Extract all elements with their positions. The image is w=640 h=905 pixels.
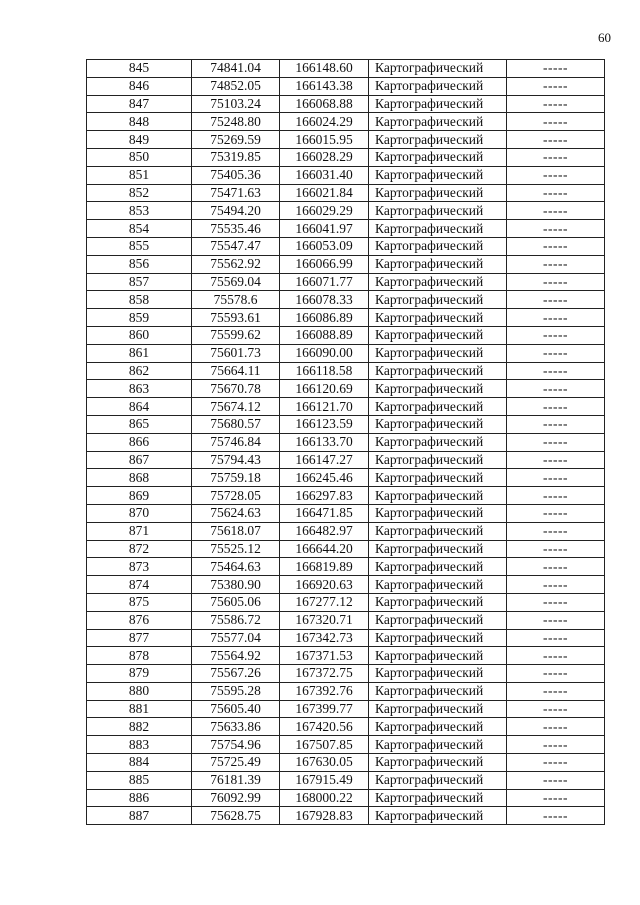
accuracy-cell: ----- (507, 273, 605, 291)
y-coordinate-cell: 167392.76 (280, 682, 369, 700)
y-coordinate-cell: 168000.22 (280, 789, 369, 807)
point-number-cell: 866 (87, 433, 192, 451)
y-coordinate-cell: 166028.29 (280, 148, 369, 166)
point-number-cell: 861 (87, 344, 192, 362)
point-number-cell: 873 (87, 558, 192, 576)
table-row (87, 255, 605, 273)
point-number-cell: 850 (87, 148, 192, 166)
x-coordinate-cell: 75380.90 (192, 576, 280, 594)
accuracy-cell: ----- (507, 593, 605, 611)
table-row (87, 60, 605, 78)
method-cell: Картографический (369, 736, 507, 754)
x-coordinate-cell: 75569.04 (192, 273, 280, 291)
y-coordinate-cell: 166021.84 (280, 184, 369, 202)
y-coordinate-cell: 166245.46 (280, 469, 369, 487)
table-row (87, 184, 605, 202)
page-number: 60 (598, 30, 611, 45)
accuracy-cell: ----- (507, 166, 605, 184)
table-row (87, 202, 605, 220)
y-coordinate-cell: 166297.83 (280, 487, 369, 505)
table-row (87, 558, 605, 576)
table-row (87, 131, 605, 149)
accuracy-cell: ----- (507, 433, 605, 451)
method-cell: Картографический (369, 718, 507, 736)
x-coordinate-cell: 74841.04 (192, 60, 280, 78)
accuracy-cell: ----- (507, 344, 605, 362)
accuracy-cell: ----- (507, 736, 605, 754)
accuracy-cell: ----- (507, 451, 605, 469)
x-coordinate-cell: 75605.40 (192, 700, 280, 718)
point-number-cell: 886 (87, 789, 192, 807)
table-row (87, 771, 605, 789)
table-row (87, 113, 605, 131)
accuracy-cell: ----- (507, 202, 605, 220)
table-row (87, 807, 605, 825)
table-row (87, 611, 605, 629)
y-coordinate-cell: 166120.69 (280, 380, 369, 398)
point-number-cell: 846 (87, 77, 192, 95)
y-coordinate-cell: 166133.70 (280, 433, 369, 451)
y-coordinate-cell: 167342.73 (280, 629, 369, 647)
accuracy-cell: ----- (507, 576, 605, 594)
table-row (87, 415, 605, 433)
table-row (87, 469, 605, 487)
x-coordinate-cell: 75728.05 (192, 487, 280, 505)
method-cell: Картографический (369, 647, 507, 665)
coordinates-table-body (87, 60, 605, 825)
accuracy-cell: ----- (507, 415, 605, 433)
table-row (87, 718, 605, 736)
method-cell: Картографический (369, 504, 507, 522)
x-coordinate-cell: 75547.47 (192, 237, 280, 255)
x-coordinate-cell: 75562.92 (192, 255, 280, 273)
point-number-cell: 856 (87, 255, 192, 273)
point-number-cell: 874 (87, 576, 192, 594)
x-coordinate-cell: 75628.75 (192, 807, 280, 825)
point-number-cell: 871 (87, 522, 192, 540)
accuracy-cell: ----- (507, 255, 605, 273)
table-row (87, 291, 605, 309)
coordinates-table (86, 59, 605, 825)
method-cell: Картографический (369, 469, 507, 487)
point-number-cell: 862 (87, 362, 192, 380)
table-row (87, 736, 605, 754)
method-cell: Картографический (369, 148, 507, 166)
accuracy-cell: ----- (507, 789, 605, 807)
y-coordinate-cell: 167371.53 (280, 647, 369, 665)
method-cell: Картографический (369, 95, 507, 113)
x-coordinate-cell: 75525.12 (192, 540, 280, 558)
method-cell: Картографический (369, 166, 507, 184)
method-cell: Картографический (369, 202, 507, 220)
y-coordinate-cell: 166024.29 (280, 113, 369, 131)
method-cell: Картографический (369, 807, 507, 825)
table-row (87, 433, 605, 451)
x-coordinate-cell: 75586.72 (192, 611, 280, 629)
x-coordinate-cell: 75794.43 (192, 451, 280, 469)
table-row (87, 451, 605, 469)
x-coordinate-cell: 75754.96 (192, 736, 280, 754)
method-cell: Картографический (369, 237, 507, 255)
table-row (87, 148, 605, 166)
method-cell: Картографический (369, 576, 507, 594)
y-coordinate-cell: 167915.49 (280, 771, 369, 789)
table-row (87, 754, 605, 772)
point-number-cell: 848 (87, 113, 192, 131)
accuracy-cell: ----- (507, 95, 605, 113)
point-number-cell: 858 (87, 291, 192, 309)
x-coordinate-cell: 75577.04 (192, 629, 280, 647)
method-cell: Картографический (369, 398, 507, 416)
table-row (87, 220, 605, 238)
method-cell: Картографический (369, 362, 507, 380)
y-coordinate-cell: 166029.29 (280, 202, 369, 220)
point-number-cell: 885 (87, 771, 192, 789)
accuracy-cell: ----- (507, 131, 605, 149)
accuracy-cell: ----- (507, 504, 605, 522)
accuracy-cell: ----- (507, 380, 605, 398)
y-coordinate-cell: 166078.33 (280, 291, 369, 309)
point-number-cell: 878 (87, 647, 192, 665)
method-cell: Картографический (369, 451, 507, 469)
table-row (87, 682, 605, 700)
y-coordinate-cell: 166053.09 (280, 237, 369, 255)
x-coordinate-cell: 75633.86 (192, 718, 280, 736)
method-cell: Картографический (369, 344, 507, 362)
accuracy-cell: ----- (507, 540, 605, 558)
method-cell: Картографический (369, 487, 507, 505)
table-row (87, 380, 605, 398)
point-number-cell: 884 (87, 754, 192, 772)
x-coordinate-cell: 75624.63 (192, 504, 280, 522)
point-number-cell: 853 (87, 202, 192, 220)
point-number-cell: 879 (87, 665, 192, 683)
accuracy-cell: ----- (507, 326, 605, 344)
accuracy-cell: ----- (507, 362, 605, 380)
x-coordinate-cell: 75269.59 (192, 131, 280, 149)
accuracy-cell: ----- (507, 558, 605, 576)
accuracy-cell: ----- (507, 700, 605, 718)
point-number-cell: 857 (87, 273, 192, 291)
table-row (87, 665, 605, 683)
y-coordinate-cell: 166090.00 (280, 344, 369, 362)
x-coordinate-cell: 75471.63 (192, 184, 280, 202)
x-coordinate-cell: 75601.73 (192, 344, 280, 362)
x-coordinate-cell: 75248.80 (192, 113, 280, 131)
point-number-cell: 864 (87, 398, 192, 416)
y-coordinate-cell: 166121.70 (280, 398, 369, 416)
method-cell: Картографический (369, 309, 507, 327)
y-coordinate-cell: 166088.89 (280, 326, 369, 344)
x-coordinate-cell: 75759.18 (192, 469, 280, 487)
point-number-cell: 881 (87, 700, 192, 718)
point-number-cell: 852 (87, 184, 192, 202)
y-coordinate-cell: 166031.40 (280, 166, 369, 184)
point-number-cell: 872 (87, 540, 192, 558)
point-number-cell: 849 (87, 131, 192, 149)
accuracy-cell: ----- (507, 148, 605, 166)
y-coordinate-cell: 166143.38 (280, 77, 369, 95)
accuracy-cell: ----- (507, 807, 605, 825)
x-coordinate-cell: 75746.84 (192, 433, 280, 451)
point-number-cell: 867 (87, 451, 192, 469)
table-row (87, 362, 605, 380)
x-coordinate-cell: 75564.92 (192, 647, 280, 665)
point-number-cell: 876 (87, 611, 192, 629)
point-number-cell: 854 (87, 220, 192, 238)
accuracy-cell: ----- (507, 220, 605, 238)
y-coordinate-cell: 167507.85 (280, 736, 369, 754)
method-cell: Картографический (369, 558, 507, 576)
method-cell: Картографический (369, 326, 507, 344)
method-cell: Картографический (369, 273, 507, 291)
point-number-cell: 860 (87, 326, 192, 344)
table-row (87, 576, 605, 594)
y-coordinate-cell: 166118.58 (280, 362, 369, 380)
method-cell: Картографический (369, 789, 507, 807)
accuracy-cell: ----- (507, 647, 605, 665)
point-number-cell: 870 (87, 504, 192, 522)
y-coordinate-cell: 167277.12 (280, 593, 369, 611)
y-coordinate-cell: 166644.20 (280, 540, 369, 558)
x-coordinate-cell: 76092.99 (192, 789, 280, 807)
accuracy-cell: ----- (507, 754, 605, 772)
x-coordinate-cell: 75405.36 (192, 166, 280, 184)
method-cell: Картографический (369, 255, 507, 273)
x-coordinate-cell: 75595.28 (192, 682, 280, 700)
point-number-cell: 859 (87, 309, 192, 327)
accuracy-cell: ----- (507, 398, 605, 416)
point-number-cell: 880 (87, 682, 192, 700)
method-cell: Картографический (369, 131, 507, 149)
x-coordinate-cell: 75670.78 (192, 380, 280, 398)
point-number-cell: 868 (87, 469, 192, 487)
accuracy-cell: ----- (507, 665, 605, 683)
x-coordinate-cell: 75494.20 (192, 202, 280, 220)
table-row (87, 629, 605, 647)
y-coordinate-cell: 166066.99 (280, 255, 369, 273)
point-number-cell: 877 (87, 629, 192, 647)
table-row (87, 344, 605, 362)
method-cell: Картографический (369, 522, 507, 540)
point-number-cell: 875 (87, 593, 192, 611)
y-coordinate-cell: 167630.05 (280, 754, 369, 772)
accuracy-cell: ----- (507, 291, 605, 309)
accuracy-cell: ----- (507, 771, 605, 789)
y-coordinate-cell: 166123.59 (280, 415, 369, 433)
method-cell: Картографический (369, 700, 507, 718)
y-coordinate-cell: 166068.88 (280, 95, 369, 113)
x-coordinate-cell: 75674.12 (192, 398, 280, 416)
x-coordinate-cell: 75664.11 (192, 362, 280, 380)
accuracy-cell: ----- (507, 682, 605, 700)
x-coordinate-cell: 75599.62 (192, 326, 280, 344)
method-cell: Картографический (369, 291, 507, 309)
x-coordinate-cell: 75103.24 (192, 95, 280, 113)
y-coordinate-cell: 166086.89 (280, 309, 369, 327)
method-cell: Картографический (369, 433, 507, 451)
point-number-cell: 869 (87, 487, 192, 505)
x-coordinate-cell: 75593.61 (192, 309, 280, 327)
point-number-cell: 845 (87, 60, 192, 78)
table-row (87, 789, 605, 807)
table-row (87, 95, 605, 113)
accuracy-cell: ----- (507, 718, 605, 736)
table-row (87, 326, 605, 344)
table-row (87, 540, 605, 558)
point-number-cell: 847 (87, 95, 192, 113)
method-cell: Картографический (369, 754, 507, 772)
method-cell: Картографический (369, 665, 507, 683)
accuracy-cell: ----- (507, 237, 605, 255)
y-coordinate-cell: 166015.95 (280, 131, 369, 149)
table-row (87, 700, 605, 718)
accuracy-cell: ----- (507, 77, 605, 95)
y-coordinate-cell: 166148.60 (280, 60, 369, 78)
method-cell: Картографический (369, 113, 507, 131)
table-row (87, 237, 605, 255)
x-coordinate-cell: 75578.6 (192, 291, 280, 309)
method-cell: Картографический (369, 629, 507, 647)
accuracy-cell: ----- (507, 60, 605, 78)
table-row (87, 522, 605, 540)
y-coordinate-cell: 166471.85 (280, 504, 369, 522)
x-coordinate-cell: 76181.39 (192, 771, 280, 789)
y-coordinate-cell: 167420.56 (280, 718, 369, 736)
method-cell: Картографический (369, 184, 507, 202)
method-cell: Картографический (369, 60, 507, 78)
y-coordinate-cell: 166147.27 (280, 451, 369, 469)
x-coordinate-cell: 75618.07 (192, 522, 280, 540)
table-row (87, 647, 605, 665)
table-row (87, 77, 605, 95)
accuracy-cell: ----- (507, 309, 605, 327)
accuracy-cell: ----- (507, 611, 605, 629)
x-coordinate-cell: 75680.57 (192, 415, 280, 433)
point-number-cell: 855 (87, 237, 192, 255)
table-row (87, 273, 605, 291)
method-cell: Картографический (369, 771, 507, 789)
y-coordinate-cell: 167928.83 (280, 807, 369, 825)
y-coordinate-cell: 166819.89 (280, 558, 369, 576)
point-number-cell: 863 (87, 380, 192, 398)
accuracy-cell: ----- (507, 487, 605, 505)
accuracy-cell: ----- (507, 522, 605, 540)
y-coordinate-cell: 166920.63 (280, 576, 369, 594)
method-cell: Картографический (369, 593, 507, 611)
x-coordinate-cell: 75535.46 (192, 220, 280, 238)
method-cell: Картографический (369, 415, 507, 433)
point-number-cell: 865 (87, 415, 192, 433)
method-cell: Картографический (369, 380, 507, 398)
y-coordinate-cell: 167399.77 (280, 700, 369, 718)
table-row (87, 504, 605, 522)
y-coordinate-cell: 166041.97 (280, 220, 369, 238)
accuracy-cell: ----- (507, 113, 605, 131)
point-number-cell: 887 (87, 807, 192, 825)
y-coordinate-cell: 166482.97 (280, 522, 369, 540)
method-cell: Картографический (369, 540, 507, 558)
method-cell: Картографический (369, 77, 507, 95)
table-row (87, 166, 605, 184)
x-coordinate-cell: 75725.49 (192, 754, 280, 772)
x-coordinate-cell: 75605.06 (192, 593, 280, 611)
accuracy-cell: ----- (507, 184, 605, 202)
y-coordinate-cell: 167372.75 (280, 665, 369, 683)
method-cell: Картографический (369, 220, 507, 238)
table-row (87, 309, 605, 327)
table-row (87, 593, 605, 611)
accuracy-cell: ----- (507, 469, 605, 487)
table-row (87, 487, 605, 505)
method-cell: Картографический (369, 682, 507, 700)
accuracy-cell: ----- (507, 629, 605, 647)
x-coordinate-cell: 74852.05 (192, 77, 280, 95)
table-row (87, 398, 605, 416)
x-coordinate-cell: 75464.63 (192, 558, 280, 576)
method-cell: Картографический (369, 611, 507, 629)
point-number-cell: 882 (87, 718, 192, 736)
y-coordinate-cell: 167320.71 (280, 611, 369, 629)
y-coordinate-cell: 166071.77 (280, 273, 369, 291)
x-coordinate-cell: 75319.85 (192, 148, 280, 166)
point-number-cell: 851 (87, 166, 192, 184)
point-number-cell: 883 (87, 736, 192, 754)
x-coordinate-cell: 75567.26 (192, 665, 280, 683)
